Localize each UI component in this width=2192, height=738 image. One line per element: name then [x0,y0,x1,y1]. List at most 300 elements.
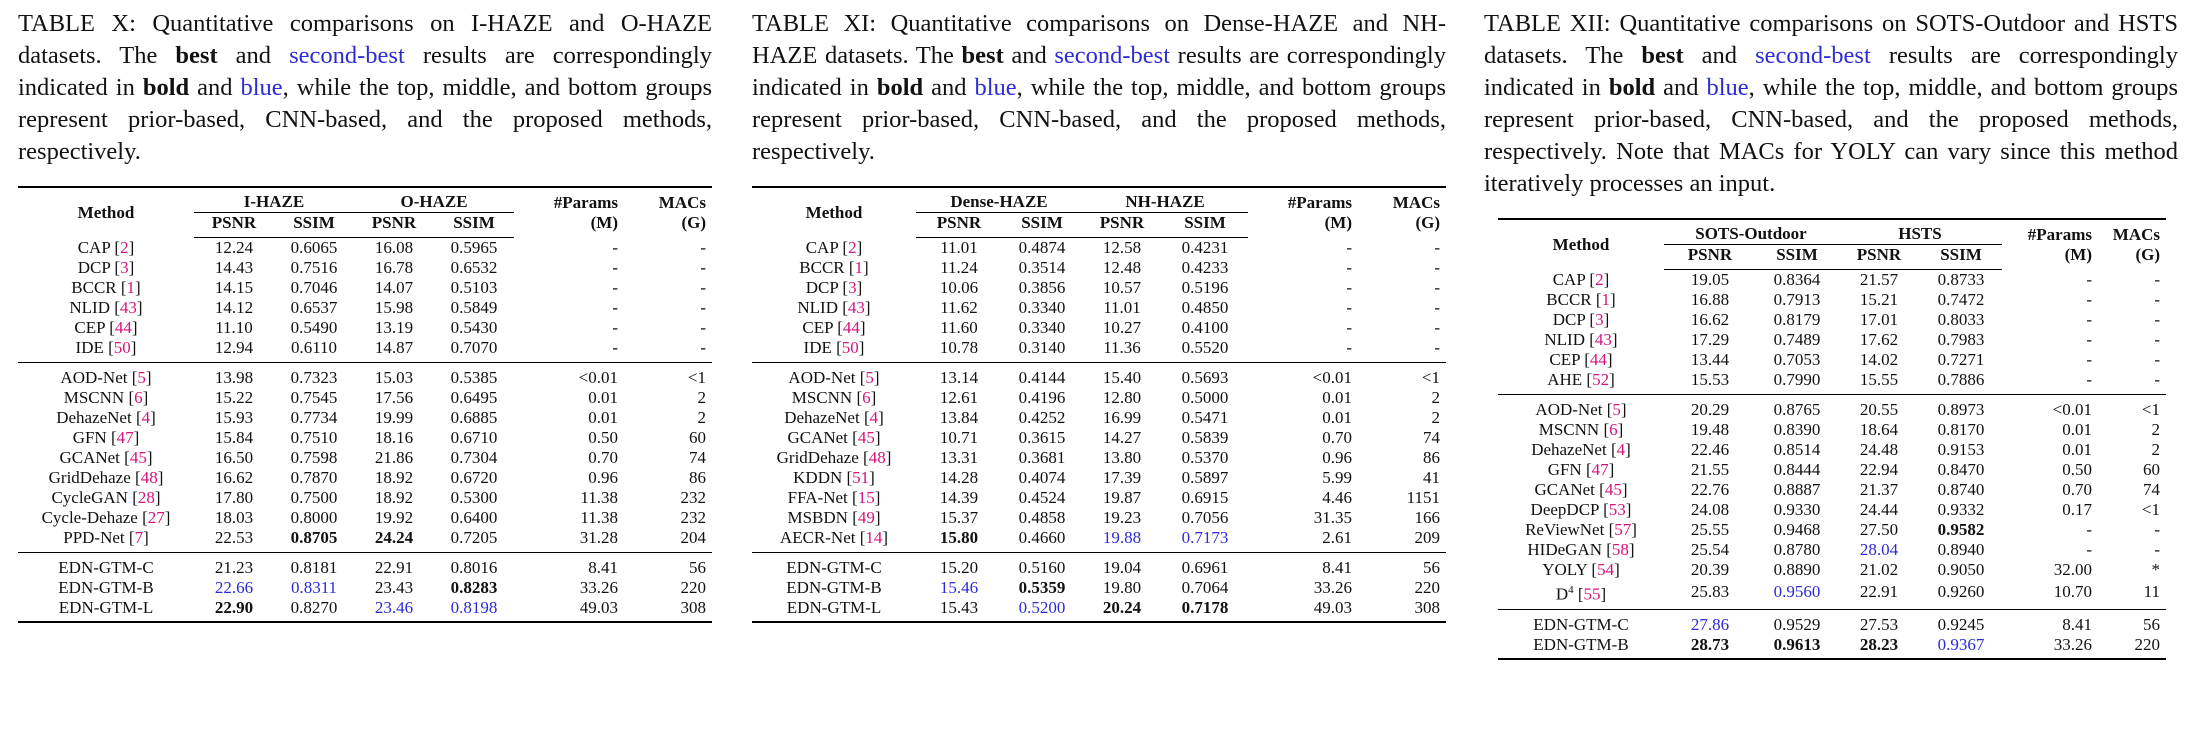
value-cell: 74 [689,448,706,467]
citation-link[interactable]: 58 [1611,540,1629,559]
value-cell: 0.8780 [1773,540,1821,559]
citation-link[interactable]: 6 [862,388,871,407]
method-name: CAP [1552,269,1586,289]
value-cell: 0.4074 [1018,468,1066,487]
method-name: BCCR [799,258,845,277]
citation-link[interactable]: 48 [868,448,886,467]
value-cell: 31.35 [1313,508,1352,527]
value-cell: - [1434,278,1440,297]
citation-link[interactable]: 53 [1608,500,1626,519]
method-cell [752,553,916,579]
value-cell: 11.38 [580,508,618,527]
citation-link[interactable]: 48 [140,468,158,487]
value-cell: 0.50 [2062,460,2092,479]
citation-link[interactable]: 5 [137,368,146,387]
value-cell: 0.01 [588,388,618,407]
value-cell: 0.3340 [1018,318,1066,337]
value-cell: 56 [1358,553,1446,579]
table-row [18,448,712,468]
citation-link[interactable]: 28 [137,488,155,507]
value-cell: 21.37 [1859,480,1899,499]
citation-link[interactable]: 47 [1591,460,1609,479]
citation-link[interactable]: 1 [126,278,136,297]
method-name: DehazeNet [1531,440,1607,459]
citation-link[interactable]: 47 [116,428,134,447]
header-macs [1358,187,1446,238]
value-cell: 0.6495 [450,388,498,407]
method-name: EDN-GTM-B [58,578,154,597]
citation-link[interactable]: 45 [129,448,147,467]
value-cell: 8.41 [2002,609,2098,635]
header-ssim: SSIM [1756,245,1838,270]
value-cell: - [612,258,618,277]
value-cell: 2 [697,408,706,427]
value-cell: 2 [2151,420,2160,439]
method-cell: DeepDCP [53] [1530,500,1632,519]
method-name: NLID [797,298,838,317]
citation-link[interactable]: 4 [869,408,879,427]
citation-link[interactable]: 15 [857,488,875,507]
table-caption [752,8,1446,168]
value-cell: 41 [1423,468,1440,487]
method-name: FFA-Net [787,488,848,507]
header-ssim: SSIM [1162,213,1248,238]
method-cell: FFA-Net [15] [787,488,881,507]
value-cell: 0.7173 [1181,528,1229,547]
value-cell: 0.5520 [1181,338,1229,357]
value-cell: 0.3856 [1018,278,1066,297]
value-cell: 0.6961 [1162,553,1248,579]
table-row [1498,395,2166,421]
value-cell: 0.6532 [450,258,498,277]
table-row [752,408,1446,428]
value-cell: 0.3140 [1018,338,1066,357]
citation-link[interactable]: 3 [848,278,857,297]
value-cell: - [2154,330,2160,349]
value-cell: 19.48 [1690,420,1730,439]
value-cell: 0.01 [1322,388,1352,407]
caption-bold: bold [876,74,924,101]
value-cell: 0.7510 [290,428,338,447]
citation-link[interactable]: 43 [847,298,865,317]
value-cell: 0.4874 [1018,238,1066,257]
caption-label: TABLE XI: [752,10,877,37]
value-cell: 0.70 [588,448,618,467]
caption-label: TABLE X: [18,10,136,37]
method-name: CAP [805,237,839,257]
value-cell: - [1346,338,1352,357]
value-cell: <0.01 [1248,363,1358,389]
value-cell: 11 [2143,582,2160,602]
caption-text: Quantitative comparisons on I-HAZE and O-HAZE datasets. The [18,10,712,69]
value-cell: 15.43 [916,598,1002,622]
value-cell: 0.7734 [290,408,338,427]
value-cell: 24.08 [1690,500,1730,519]
method-cell: DehazeNet [4] [1531,440,1631,459]
method-name: NLID [69,298,110,317]
citation-link[interactable]: 2 [120,237,129,257]
citation-link[interactable]: 27 [147,508,165,527]
value-cell: 0.3514 [1018,258,1066,277]
value-cell: 18.64 [1859,420,1899,439]
value-cell: 19.23 [1102,508,1142,527]
value-cell: 0.8514 [1773,440,1821,459]
value-cell: 11.62 [940,298,978,317]
citation-link[interactable]: 43 [119,298,137,317]
method-cell: HIDeGAN [58] [1527,540,1635,559]
citation-link[interactable]: 51 [852,468,870,487]
value-cell: 2.61 [1322,528,1352,547]
citation-link[interactable]: 5 [1612,400,1621,419]
header-macs-line1: MACs [2112,224,2160,244]
method-name: EDN-GTM-L [58,598,154,617]
value-cell: 308 [624,598,712,622]
value-cell: 21.02 [1859,560,1899,579]
value-cell: 2 [697,388,706,407]
header-dataset-1: SOTS-Outdoor [1664,219,1838,245]
citation-link[interactable]: 1 [854,258,864,277]
value-cell: 0.5849 [450,298,498,317]
caption-text: results are correspondingly indicated in [1484,42,2178,101]
method-name: EDN-GTM-C [58,558,154,577]
value-cell: 12.80 [1102,388,1142,407]
value-cell: - [612,298,618,317]
citation-link[interactable]: 5 [865,368,874,387]
value-cell: 11.01 [1103,298,1141,317]
value-cell: - [1434,258,1440,277]
method-name: KDDN [793,468,843,487]
value-cell: 11.38 [580,488,618,507]
value-cell: 15.46 [939,578,979,597]
value-cell: - [700,338,706,357]
value-cell: 19.80 [1102,578,1142,597]
value-cell: 0.4252 [1018,408,1066,427]
value-cell: 0.8198 [434,598,514,622]
citation-link[interactable]: 45 [1604,480,1622,499]
value-cell: - [2086,330,2092,349]
table-row [18,363,712,389]
value-cell: - [1434,298,1440,317]
citation-link[interactable]: 43 [1594,330,1612,349]
value-cell: 0.7983 [1937,330,1985,349]
value-cell: 16.88 [1690,290,1730,309]
value-cell: 18.03 [214,508,254,527]
value-cell: 0.7886 [1937,370,1985,389]
value-cell: - [2086,520,2092,539]
method-cell: AOD-Net [5] [1498,395,1664,421]
value-cell: 49.03 [514,598,624,622]
value-cell: 60 [2143,460,2160,479]
header-ssim: SSIM [434,213,514,238]
caption-second-best: second-best [1755,42,1871,69]
citation-link[interactable]: 6 [134,388,143,407]
value-cell: 28.23 [1838,635,1920,659]
value-cell: 0.5300 [450,488,498,507]
method-cell: DCP [3] [1552,310,1610,329]
value-cell: 21.23 [194,553,274,579]
value-cell: 0.6720 [450,468,498,487]
method-cell: GridDehaze [48] [48,468,164,487]
citation-link[interactable]: 49 [857,508,875,527]
table-row [752,578,1446,598]
citation-link[interactable]: 44 [842,318,860,337]
header-params-line2: (M) [1324,212,1352,232]
method-cell [18,578,194,598]
value-cell: 0.6400 [450,508,498,527]
method-cell: IDE [50] [803,338,865,357]
value-cell: 0.6885 [450,408,498,427]
header-params-line2: (M) [2064,244,2092,264]
table-row [18,318,712,338]
method-cell: GCANet [45] [1534,480,1628,499]
value-cell: 28.73 [1664,635,1756,659]
value-cell: 8.41 [514,553,624,579]
method-name: GCANet [1534,480,1595,499]
method-cell: DehazeNet [4] [56,408,156,427]
citation-link[interactable]: 45 [857,428,875,447]
method-name: DCP [805,278,839,297]
value-cell: 0.3615 [1018,428,1066,447]
method-name: GridDehaze [776,448,859,467]
value-cell: - [2154,290,2160,309]
value-cell: 13.84 [939,408,979,427]
header-psnr: PSNR [1082,213,1162,238]
value-cell: 25.54 [1690,540,1730,559]
header-method: Method [752,187,916,238]
table-row [752,528,1446,553]
table-row [1498,370,2166,395]
method-name: MSBDN [787,508,848,527]
citation-link[interactable]: 2 [848,237,857,257]
citation-link[interactable]: 4 [1616,440,1626,459]
value-cell: 15.55 [1859,370,1899,389]
citation-link[interactable]: 50 [113,338,131,357]
value-cell: 0.96 [1322,448,1352,467]
table-row [752,318,1446,338]
table-row [1498,480,2166,500]
value-cell: 0.8170 [1937,420,1985,439]
value-cell: 0.7516 [290,258,338,277]
value-cell: - [1346,237,1352,257]
value-cell: 22.91 [354,553,434,579]
value-cell: 15.98 [374,298,414,317]
method-cell: CEP [44] [802,318,866,337]
value-cell: 0.7271 [1937,350,1985,369]
value-cell: 28.04 [1859,540,1899,559]
value-cell: 19.88 [1102,528,1142,547]
value-cell: 0.5200 [1002,598,1082,622]
value-cell: 0.7064 [1181,578,1229,597]
citation-link[interactable]: 2 [1595,269,1604,289]
value-cell: 33.26 [579,578,618,597]
method-name: AECR-Net [779,528,856,547]
value-cell: - [2086,269,2092,289]
value-cell: 23.46 [354,598,434,622]
value-cell: 0.4231 [1181,238,1229,257]
value-cell: 18.16 [374,428,414,447]
value-cell: 56 [2098,609,2166,635]
value-cell: 0.9332 [1937,500,1985,519]
value-cell: 0.8444 [1773,460,1821,479]
method-name: GridDehaze [48,468,131,487]
value-cell: 0.7178 [1162,598,1248,622]
value-cell: 14.02 [1859,350,1899,369]
value-cell: 0.8283 [450,578,498,597]
value-cell: 220 [680,578,706,597]
value-cell: 0.8311 [290,578,338,597]
value-cell: 32.00 [2053,560,2092,579]
method-name: ReViewNet [1525,520,1605,539]
method-name: EDN-GTM-B [1533,634,1629,654]
citation-link[interactable]: 57 [1614,520,1632,539]
table-row [752,488,1446,508]
citation-link[interactable]: 52 [1592,370,1610,389]
value-cell: - [1434,338,1440,357]
value-cell: <0.01 [514,363,624,389]
caption-text: and [197,74,233,101]
citation-link[interactable]: 55 [1583,584,1601,604]
value-cell: - [2086,370,2092,389]
value-cell: 0.8181 [274,553,354,579]
citation-link[interactable]: 3 [1595,310,1604,329]
method-name: CEP [1549,350,1580,369]
citation-link[interactable]: 54 [1597,560,1615,579]
value-cell: 15.21 [1859,290,1899,309]
value-cell: 0.4850 [1181,298,1229,317]
citation-link[interactable]: 7 [134,528,144,547]
caption-second-best: second-best [1054,42,1171,69]
method-cell: MSCNN [6] [63,388,149,407]
method-cell: BCCR [1] [71,278,141,297]
method-cell: GFN [47] [72,428,140,447]
method-name: GCANet [787,428,848,447]
value-cell: 0.7070 [450,338,498,357]
table-row [18,553,712,579]
citation-link[interactable]: 50 [841,338,859,357]
method-name: AOD-Net [1535,400,1603,419]
header-params-line1: #Params [1287,192,1352,212]
value-cell: 0.4524 [1018,488,1066,507]
method-name: IDE [75,338,104,357]
citation-link[interactable]: 4 [141,408,151,427]
value-cell: 21.86 [374,448,414,467]
caption-text: , while the top, middle, and bottom groups represent prior-based, CNN-based, and the proposed methods, respectively. [752,74,1447,165]
caption-best: best [961,42,1004,69]
value-cell: 0.8470 [1937,460,1985,479]
citation-link[interactable]: 3 [120,258,129,277]
value-cell: 0.8016 [434,553,514,579]
citation-link[interactable]: 6 [1609,420,1618,439]
caption-label: TABLE XII: [1484,10,1611,37]
value-cell: 166 [1414,508,1440,527]
value-cell: 74 [1423,428,1440,447]
value-cell: 0.5839 [1181,428,1229,447]
value-cell: 0.7598 [290,448,338,467]
value-cell: 12.61 [939,388,979,407]
value-cell: 20.39 [1690,560,1730,579]
value-cell: 13.98 [194,363,274,389]
value-cell: 14.28 [939,468,979,487]
header-macs [624,187,712,238]
value-cell: - [700,258,706,277]
method-cell: NLID [43] [797,298,871,317]
value-cell: 22.53 [214,528,254,547]
value-cell: 17.56 [374,388,414,407]
value-cell: 0.4660 [1018,528,1066,547]
value-cell: 0.5370 [1181,448,1229,467]
citation-link[interactable]: 44 [1589,350,1607,369]
header-dataset-2: HSTS [1838,219,2002,245]
method-cell: CEP [44] [1549,350,1613,369]
header-params-line1: #Params [2027,224,2092,244]
method-cell [18,553,194,579]
citation-link[interactable]: 1 [1601,290,1611,309]
value-cell: <1 [624,363,712,389]
value-cell: 4.46 [1322,488,1352,507]
method-cell: DCP [3] [77,258,135,277]
method-cell: GridDehaze [48] [776,448,892,467]
value-cell: 0.7053 [1773,350,1821,369]
method-cell: CEP [44] [74,318,138,337]
method-name: DCP [77,258,111,277]
value-cell: 19.04 [1082,553,1162,579]
table-row [18,578,712,598]
value-cell: 0.5196 [1181,278,1229,297]
value-cell: 0.7545 [290,388,338,407]
value-cell: 15.40 [1082,363,1162,389]
value-cell: 0.8890 [1773,560,1821,579]
citation-link[interactable]: 44 [114,318,132,337]
value-cell: 0.50 [588,428,618,447]
value-cell: 0.17 [2062,500,2092,519]
value-cell: 11.10 [215,318,253,337]
value-cell: 0.01 [588,408,618,427]
header-params [514,187,624,238]
value-cell: - [1434,237,1440,257]
caption-text: and [1663,74,1699,101]
method-name: DeepDCP [1530,500,1599,519]
value-cell: 0.8270 [274,598,354,622]
method-cell: NLID [43] [1544,330,1618,349]
value-cell: 11.60 [940,318,978,337]
value-cell: 220 [1414,578,1440,597]
value-cell: 17.80 [214,488,254,507]
table-row [752,338,1446,363]
value-cell: 11.36 [1103,338,1141,357]
value-cell: 8.41 [1248,553,1358,579]
value-cell: 232 [680,508,706,527]
method-name: CAP [77,237,111,257]
citation-link[interactable]: 14 [865,528,883,547]
method-cell: BCCR [1] [1546,290,1616,309]
value-cell: - [2086,350,2092,369]
value-cell: 12.48 [1102,258,1142,277]
value-cell: <0.01 [2002,395,2098,421]
method-name: YOLY [1542,560,1588,579]
value-cell: 17.62 [1859,330,1899,349]
value-cell: 18.92 [374,468,414,487]
table-row [1498,580,2166,609]
value-cell: 33.26 [2002,635,2098,659]
value-cell: - [2154,540,2160,559]
value-cell: 22.46 [1690,440,1730,459]
value-cell: - [612,338,618,357]
table-row [1498,290,2166,310]
value-cell: 0.5897 [1181,468,1229,487]
value-cell: 13.80 [1102,448,1142,467]
table-row [1498,460,2166,480]
header-psnr: PSNR [1838,245,1920,270]
